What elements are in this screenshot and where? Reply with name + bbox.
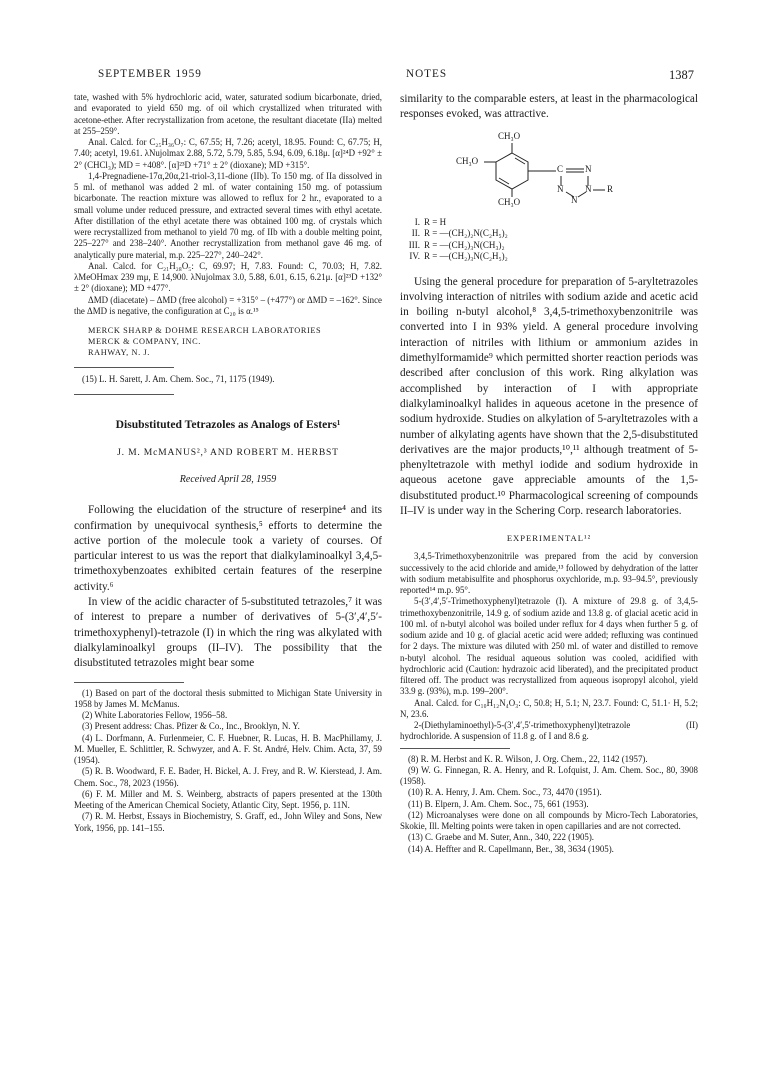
footnote: (2) White Laboratories Fellow, 1956–58.	[82, 710, 228, 721]
prev-article-text: 1,4-Pregnadiene-17α,20α,21-triol-3,11-dione (IIb). To 150 mg. of IIa dissolved in 5 ml. of methanol was added 2 ml. of water containing 150 mg. of potassium bicarbonate. The reaction mixture was allowed to reflux for 2 hr., evaporated to a small volume under reduced pressure, and extracted several times with ethyl acetate. After distillation of the ethyl acetate there was obtained 100 mg. of crystals which were recrystallized from methanol to yield 70 mg. of IIb with a double melting point, 225–227° and 238–240°. Another recrystallization from methanol gave 46 mg. of analytically pure material, m.p. 225–227°, 240–242°.	[74, 170, 382, 260]
footnote: (9) W. G. Finnegan, R. A. Henry, and R. Lofquist, J. Am. Chem. Soc., 80, 3908 (1958).	[400, 764, 698, 787]
substituent-row: III. R = —(CH₂)₃N(CH₃)₂	[408, 239, 505, 250]
body-paragraph: Using the general procedure for preparation of 5-aryltetrazoles involving interaction of nitriles with sodium azide and acetic acid in boiling n-butyl alcohol,⁸ 3,4,5-trimethoxybenzonitrile was converted into I in 93% yield. A general procedure involving interaction of nitriles with lithium or ammonium azides in dimethylformamide⁹ which permitted shorter reaction periods was described after conclusion of this work. Ring alkylation was accomplished by interaction of I with appropriate dialkylaminoalkyl halides in aqueous acetone in the presence of sodium hydroxide. Studies on alkylation of 5-aryltetrazoles with a number of alkylating agents have shown that the 2,5-disubstituted derivatives are the major products,¹⁰,¹¹ although treatment of 5-phenyltetrazole with methyl iodide and sodium hydroxide in aqueous acetone gave appreciable amounts of the 1,5-disubstituted product.¹⁰ Pharmacological screening of compounds II–IV is under way in the Schering Corp. research laboratories.	[400, 275, 698, 518]
footnotes	[74, 688, 382, 834]
footnote-divider	[400, 748, 510, 749]
atom-label: N	[585, 183, 592, 194]
article-authors: J. M. McMANUS²,³ AND ROBERT M. HERBST	[117, 447, 339, 459]
experimental-text: 5-(3′,4′,5′-Trimethoxyphenyl)tetrazole (I). A mixture of 29.8 g. of 3,4,5-trimethoxybenzonitrile, 14.9 g. of sodium azide and 13.8 g. of glacial acetic acid in 100 ml. of n-butyl alcohol was boiled under reflux for 4 days when further 5 g. of sodium azide and 10 g. of glacial acetic acid were added; refluxing was continued for 2 days. The mixture was diluted with 250 ml. of water and distilled to remove n-butyl alcohol. The residual aqueous solution was cooled, acidified with hydrochloric acid (Caution: hydrazoic acid liberated), and the precipitated product filtered off. The product was recrystallized from aqueous isopropyl alcohol, yield 33.9 g. (93%), m.p. 199–200°.	[400, 596, 698, 697]
prev-article-analysis: Anal. Calcd. for C₂₁H₂₈O₅: C, 69.97; H, 7.83. Found: C, 70.03; H, 7.82. λMeOHmax 239 mμ, E 14,900. λNujolmax 3.0, 5.88, 6.01, 6.15, 6.21μ. [α]²³D +132° ± 2° (dioxane); MD +477°.	[74, 260, 382, 294]
methoxy-label: CH₃O	[498, 196, 521, 207]
experimental-text: 2-(Diethylaminoethyl)-5-(3′,4′,5′-trimethoxyphenyl)tetrazole (II) hydrochloride. A suspension of 11.8 g. of I and 8.6 g.	[400, 720, 698, 742]
footnote: (5) R. B. Woodward, F. E. Bader, H. Bickel, A. J. Frey, and R. W. Kierstead, J. Am. Chem. Soc., 78, 2023 (1956).	[74, 766, 382, 788]
address-line: RAHWAY, N. J.	[88, 348, 150, 357]
experimental-text: 3,4,5-Trimethoxybenzonitrile was prepared from the acid by conversion successively to the acid chloride and amide,¹³ followed by dehydration of the latter with sodium metabisulfite and phosphorus oxychloride, m.p. 93–94.5°, previously reported¹⁴ m.p. 95°.	[400, 551, 698, 596]
footnote: (11) B. Elpern, J. Am. Chem. Soc., 75, 661 (1953).	[408, 798, 589, 809]
substituent-row: IV. R = —(CH₂)₃N(C₂H₅)₂	[409, 251, 508, 262]
methoxy-label: CH₃O	[498, 130, 521, 141]
substituent-row: I. R = H	[414, 216, 447, 227]
footnote: (6) F. M. Miller and M. S. Weinberg, abstracts of papers presented at the 130th Meeting of the American Chemical Society, Atlantic City, Sept. 1956, p. 11N.	[74, 788, 382, 811]
institution-address	[88, 325, 382, 358]
atom-label: N	[571, 194, 578, 205]
article-title: Disubstituted Tetrazoles as Analogs of Esters¹	[115, 418, 341, 432]
prev-article-text: tate, washed with 5% hydrochloric acid, water, saturated sodium bicarbonate, dried, and evaporated to yield 650 mg. of oil which crystallized when triturated with acetone-ether. After recrystallization from acetone, the resultant diacetate (IIa) melted at 255–259°.	[74, 92, 382, 136]
divider	[74, 367, 174, 368]
footnote: (4) L. Dorfmann, A. Furlenmeier, C. F. Huebner, R. Lucas, H. B. MacPhillamy, J. M. Mueller, E. Schlittler, R. Schwyzer, and A. F. St. André, Helv. Chim. Acta, 37, 59 (1954).	[74, 732, 382, 766]
header-date: SEPTEMBER 1959	[98, 68, 202, 80]
body-paragraph: Following the elucidation of the structure of reserpine⁴ and its confirmation by unequivocal synthesis,⁵ efforts to determine the active portion of the molecule took a variety of courses. Of particular interest to us was the report that dialkylaminoalkyl 3,4,5-trimethoxybenzoates exhibited certain features of the reserpine activity.⁶	[74, 504, 382, 593]
prev-article-text: ΔMD (diacetate) – ΔMD (free alcohol) = +315° – (+477°) or ΔMD = –162°. Since the ΔMD is negative, the configuration at C₂₀ is α.¹⁵	[74, 294, 382, 316]
footnote: (8) R. M. Herbst and K. R. Wilson, J. Org. Chem., 22, 1142 (1957).	[408, 753, 648, 764]
footnote: (10) R. A. Henry, J. Am. Chem. Soc., 73, 4470 (1951).	[408, 787, 602, 798]
divider	[74, 394, 174, 395]
footnotes	[400, 754, 698, 855]
body-paragraph: In view of the acidic character of 5-substituted tetrazoles,⁷ it was of interest to prepare a number of derivatives of 5-(3′,4′,5′-trimethoxyphenyl)-tetrazole (I) in which the ring was alkylated with dialkylaminoalkyl groups (II–IV). The possibility that the disubstituted tetrazoles might bear some	[74, 596, 382, 670]
footnote: (1) Based on part of the doctoral thesis submitted to Michigan State University in 1958 by James M. McManus.	[74, 687, 382, 709]
substituent-row: II. R = —(CH₂)₂N(C₂H₅)₂	[411, 228, 508, 239]
benzene-ring	[496, 153, 528, 189]
footnote: (7) R. M. Herbst, Essays in Biochemistry, S. Graff, ed., John Wiley and Sons, New York, 1956, pp. 141–155.	[74, 811, 382, 833]
address-line: MERCK & COMPANY, INC.	[88, 337, 201, 346]
header-section: NOTES	[406, 68, 448, 80]
experimental-analysis: Anal. Calcd. for C₁₀H₁₂N₄O₃: C, 50.8; H, 5.1; N, 23.7. Found: C, 51.1· H, 5.2; N, 23.6.	[400, 697, 698, 719]
chemical-structure	[400, 131, 698, 271]
address-line: MERCK SHARP & DOHME RESEARCH LABORATORIES	[88, 326, 322, 335]
footnote-divider	[74, 682, 184, 683]
structure-diagram	[400, 131, 698, 223]
prev-article-analysis: Anal. Calcd. for C₂₅H₃₆O₇: C, 67.55; H, 7.26; acetyl, 18.95. Found: C, 67.75; H, 7.40; acetyl, 19.61. λNujolmax 2.88, 5.72, 5.79, 5.85, 5.94, 6.09, 6.18μ. [α]²⁴D +92° ± 2° (CHCl₃); MD = +408°. [α]²³D +71° ± 2° (dioxane); MD +315°.	[74, 137, 382, 170]
atom-label: R	[607, 183, 614, 194]
footnote: (14) A. Heffter and R. Capellmann, Ber., 38, 3634 (1905).	[408, 843, 614, 854]
left-column	[74, 92, 382, 834]
section-heading: EXPERIMENTAL¹²	[506, 533, 592, 544]
methoxy-label: CH₃O	[456, 155, 479, 166]
body-paragraph: similarity to the comparable esters, at least in the pharmacological responses evoked, was attractive.	[400, 93, 698, 121]
substituent-list	[400, 217, 508, 263]
footnote: (12) Microanalyses were done on all compounds by Micro-Tech Laboratories, Skokie, Ill. Melting points were taken in open capillaries and are not corrected.	[400, 809, 698, 832]
atom-label: N	[557, 183, 564, 194]
atom-label: C	[557, 163, 564, 174]
right-column	[400, 92, 698, 855]
atom-label: N	[585, 163, 592, 174]
footnote: (13) C. Graebe and M. Suter, Ann., 340, 222 (1905).	[408, 832, 594, 843]
prev-article-reference: (15) L. H. Sarett, J. Am. Chem. Soc., 71, 1175 (1949).	[82, 374, 275, 384]
page-number: 1387	[669, 68, 694, 82]
running-header	[98, 68, 694, 84]
footnote: (3) Present address: Chas. Pfizer & Co., Inc., Brooklyn, N. Y.	[82, 721, 300, 732]
received-date: Received April 28, 1959	[179, 474, 277, 486]
